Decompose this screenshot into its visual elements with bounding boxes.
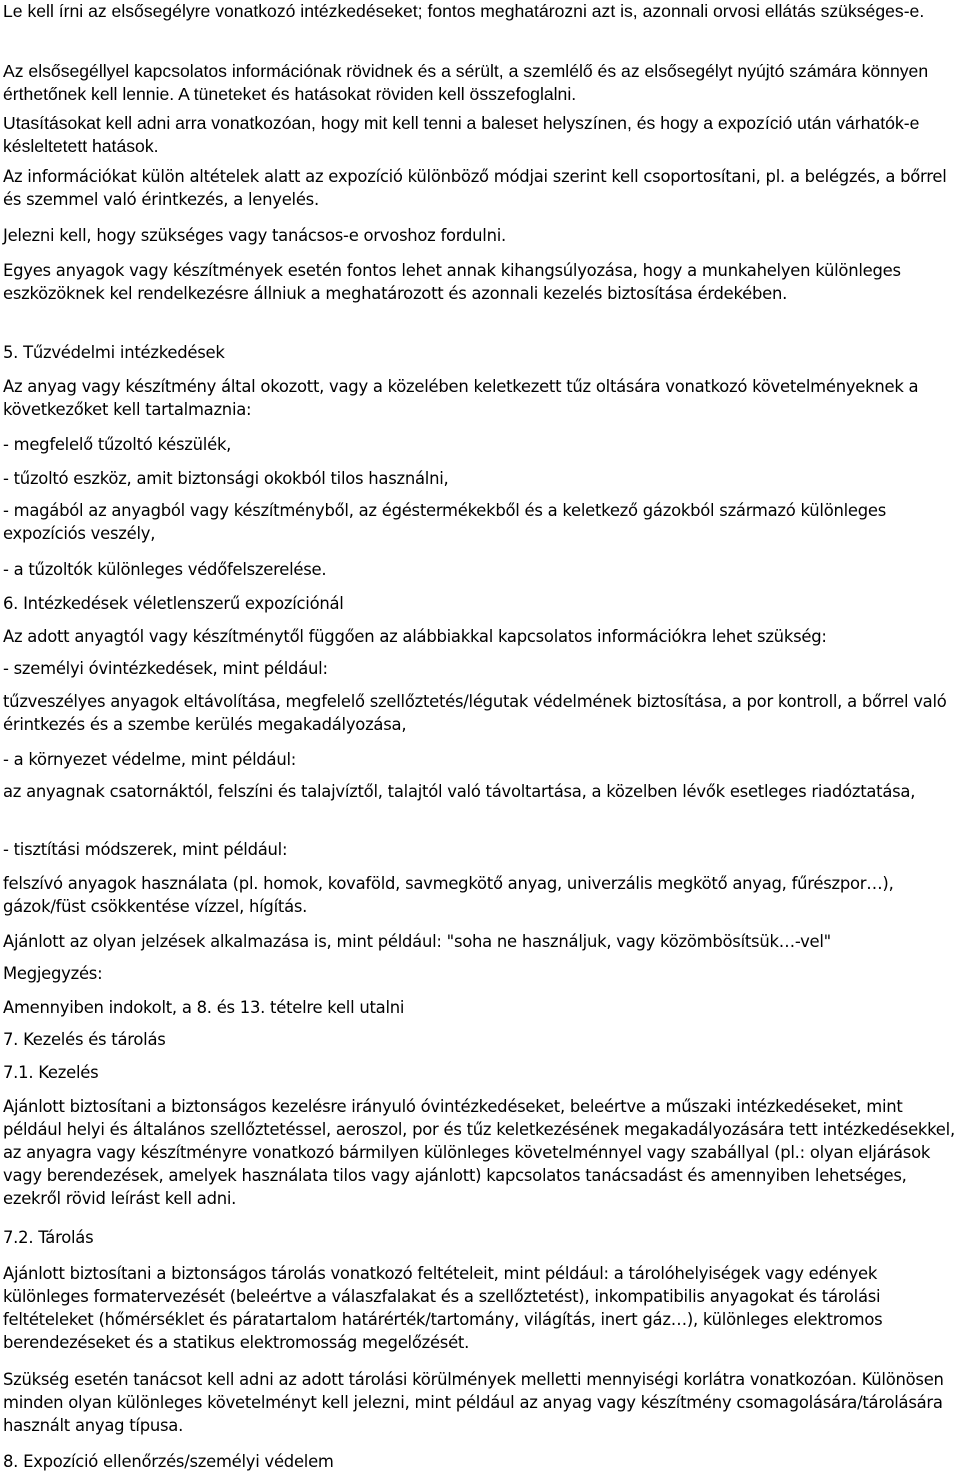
paragraph-first-aid-description: Le kell írni az elsősegélyre vonatkozó intézkedéseket; fontos meghatározni azt is, azonnali orvosi ellátás szükséges-e. xyxy=(3,1,925,21)
paragraph-first-aid-clarity: Az elsősegéllyel kapcsolatos információnak rövidnek és a sérült, a szemlélő és az elsősegélyt nyújtó számára könnyen érthetőnek kell lennie. A tüneteket és hatásokat röviden kell összefoglalni. xyxy=(3,61,929,105)
note-label: Megjegyzés: xyxy=(3,964,103,983)
paragraph-exposure-grouping: Az információkat külön altételek alatt az expozíció különböző módjai szerint kell csoportosítani, pl. a belégzés, a bőrrel és szemmel való érintkezés, a lenyelés. xyxy=(3,167,947,209)
list-item-exposure-hazard: - magából az anyagból vagy készítményből, az égéstermékekből és a keletkező gázokból származó különleges expozíciós veszély, xyxy=(3,501,887,543)
paragraph-cleaning-detail: felszívó anyagok használata (pl. homok, kovaföld, savmegkötő anyag, univerzális megkötő anyag, fűrészpor…), gázok/füst csökkentése vízzel, hígítás. xyxy=(3,874,894,916)
section-heading-6: 6. Intézkedések véletlenszerű expozíciónál xyxy=(3,594,344,613)
paragraph-environment-detail: az anyagnak csatornáktól, felszíni és talajvíztől, talajtól való távoltartása, a közelben lévők esetleges riadóztatása, xyxy=(3,782,916,801)
list-item-cleaning-methods: - tisztítási módszerek, mint például: xyxy=(3,840,288,859)
paragraph-instructions: Utasításokat kell adni arra vonatkozóan, hogy mit kell tenni a baleset helyszínen, és hogy a expozíció után várhatók-e késleltetett hatások. xyxy=(3,113,920,157)
paragraph-information-needed: Az adott anyagtól vagy készítménytől függően az alábbiakkal kapcsolatos információkra lehet szükség: xyxy=(3,627,827,646)
subsection-heading-7-2: 7.2. Tárolás xyxy=(3,1228,94,1247)
list-item-environment: - a környezet védelme, mint például: xyxy=(3,750,297,769)
paragraph-fire-requirements: Az anyag vagy készítmény által okozott, vagy a közelében keletkezett tűz oltására vonatkozó követelményeknek a következőket kell tartalmaznia: xyxy=(3,377,919,419)
paragraph-recommended-signs: Ajánlott az olyan jelzések alkalmazása is, mint például: "soha ne használjuk, vagy közömbösítsük…-vel" xyxy=(3,932,831,951)
section-heading-8: 8. Expozíció ellenőrzés/személyi védelem xyxy=(3,1452,334,1471)
list-item-personal-precautions: - személyi óvintézkedések, mint például: xyxy=(3,659,328,678)
paragraph-personal-precautions-detail: tűzveszélyes anyagok eltávolítása, megfelelő szellőztetés/légutak védelmének biztosítása, a por kontroll, a bőrrel való érintkezés és a szembe kerülés megakadályozása, xyxy=(3,692,947,734)
section-heading-5: 5. Tűzvédelmi intézkedések xyxy=(3,343,225,362)
section-heading-7: 7. Kezelés és tárolás xyxy=(3,1030,166,1049)
note-text: Amennyiben indokolt, a 8. és 13. tételre kell utalni xyxy=(3,998,405,1017)
list-item-forbidden-tool: - tűzoltó eszköz, amit biztonsági okokból tilos használni, xyxy=(3,469,449,488)
list-item-protective-gear: - a tűzoltók különleges védőfelszerelése. xyxy=(3,560,327,579)
paragraph-special-equipment: Egyes anyagok vagy készítmények esetén fontos lehet annak kihangsúlyozása, hogy a munkahelyen különleges eszközöknek kel rendelkezésre állniuk a meghatározott és azonnali kezelés biztosítása érdekében. xyxy=(3,261,901,303)
subsection-heading-7-1: 7.1. Kezelés xyxy=(3,1063,99,1082)
paragraph-storage-advice: Szükség esetén tanácsot kell adni az adott tárolási körülmények melletti mennyiségi korlátra vonatkozóan. Különösen minden olyan különleges követelményt kell jelezni, mint például az anyag vagy készítmény csomagolására/tárolására használt anyag típusa. xyxy=(3,1370,944,1435)
paragraph-handling: Ajánlott biztosítani a biztonságos kezelésre irányuló óvintézkedéseket, beleértve a műszaki intézkedéseket, mint például helyi és általános szellőztetéssel, aeroszol, por és tűz keletkezésének megakadályozására tett intézkedésekkel, az anyagra vagy készítményre vonatkozó bármilyen különleges követelménnyel vagy szabállyal (pl.: olyan eljárások vagy berendezések, amelyek használata tilos vagy ajánlott) kapcsolatos tanácsadást és amennyiben lehetséges, ezekről rövid leírást kell adni. xyxy=(3,1097,955,1208)
list-item-extinguisher: - megfelelő tűzoltó készülék, xyxy=(3,435,232,454)
paragraph-doctor-advice: Jelezni kell, hogy szükséges vagy tanácsos-e orvoshoz fordulni. xyxy=(3,226,506,245)
paragraph-storage-conditions: Ajánlott biztosítani a biztonságos tárolás vonatkozó feltételeit, mint például: a tárolóhelyiségek vagy edények különleges formatervezését (beleértve a válaszfalakat és a szellőztetést), inkompatibilis anyagokat és tárolási feltételeket (hőmérséklet és páratartalom határérték/tartomány, világítás, inert gáz…), különleges elektromos berendezéseket és a statikus elektromosság megelőzését. xyxy=(3,1264,883,1352)
